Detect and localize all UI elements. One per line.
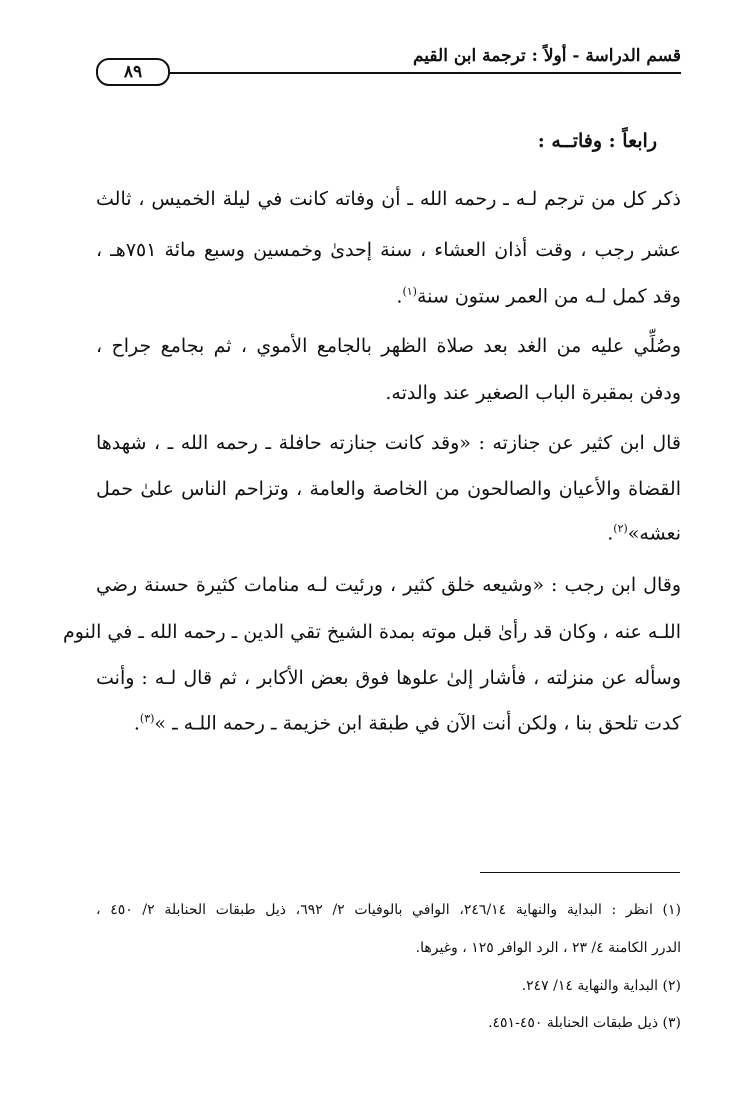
paragraph-line: القضاة والأعيان والصالحون من الخاصة والعامة ، وتزاحم الناس علىٰ حمل [96,478,681,500]
line-text: كدت تلحق بنا ، ولكن أنت الآن في طبقة ابن خزيمة ـ رحمه اللـه ـ » [154,712,681,735]
header-rule [170,72,681,74]
paragraph-line: ودفن بمقبرة الباب الصغير عند والدته. [385,382,681,404]
paragraph-line: ذكر كل من ترجم لـه ـ رحمه الله ـ أن وفاته كانت في ليلة الخميس ، ثالث [96,188,681,210]
running-title: قسم الدراسة - أولاً : ترجمة ابن القيم [412,46,681,66]
paragraph-line-last [96,522,681,544]
section-heading: رابعاً : وفاتــه : [537,130,657,152]
paragraph-line-last [96,285,681,307]
line-text: نعشه» [627,522,681,545]
paragraph-line: عشر رجب ، وقت أذان العشاء ، سنة إحدىٰ وخمسين وسبع مائة ٧٥١هـ ، [96,239,681,261]
page-header [96,44,681,88]
paragraph-line: وقال ابن رجب : «وشيعه خلق كثير ، ورئيت لـه منامات كثيرة حسنة رضي [96,574,681,596]
footnote-rule [480,872,680,873]
paragraph-line: قال ابن كثير عن جنازته : «وقد كانت جنازته حافلة ـ رحمه الله ـ ، شهدها [96,432,681,454]
footnote-line: (٣) ذيل طبقات الحنابلة ٤٥٠-٤٥١. [488,1015,681,1031]
footnote-line: (١) انظر : البداية والنهاية ٢٤٦/١٤، الوافي بالوفيات ٢/ ٦٩٢، ذيل طبقات الحنابلة ٢/ ٤٥٠ ، [96,902,682,918]
line-end: . [396,285,403,308]
paragraph-line: وسأله عن منزلته ، فأشار إلىٰ علوها فوق بعض الأكابر ، ثم قال لـه : وأنت [96,667,681,689]
line-end: . [607,522,614,545]
footnote-line: (٢) البداية والنهاية ١٤/ ٢٤٧. [521,978,681,994]
footnote-ref[interactable]: (١) [402,285,417,298]
line-end: . [133,712,140,735]
paragraph-line-last [96,712,681,734]
paragraph-line: وصُلِّي عليه من الغد بعد صلاة الظهر بالجامع الأموي ، ثم بجامع جراح ، [96,335,681,357]
footnote-ref[interactable]: (٢) [613,522,628,535]
footnote-ref[interactable]: (٣) [139,712,155,725]
paragraph-line: اللـه عنه ، وكان قد رأىٰ قبل موته بمدة الشيخ تقي الدين ـ رحمه الله ـ في النوم [62,621,681,643]
page-number: ٨٩ [96,58,170,86]
line-text: وقد كمل لـه من العمر ستون سنة [416,285,681,308]
footnote-line: الدرر الكامنة ٤/ ٢٣ ، الرد الوافر ١٢٥ ، وغيرها. [415,940,681,956]
